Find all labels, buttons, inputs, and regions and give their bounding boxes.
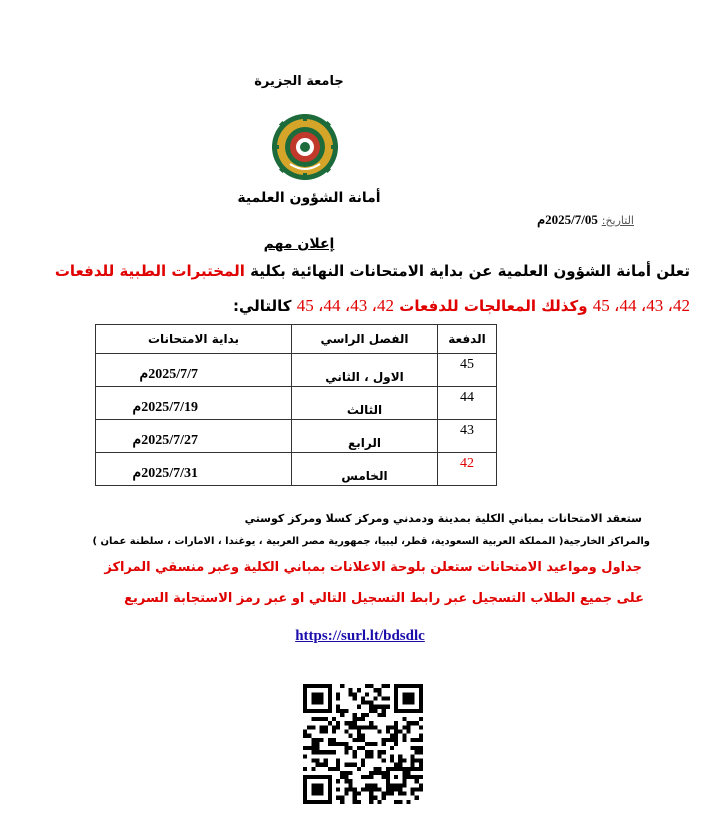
university-seal-icon (270, 112, 340, 182)
venue-main: ستعقد الامتحانات بمباني الكلية بمدينة ودمدني (393, 512, 642, 525)
semester-cell: الخامس (292, 453, 438, 486)
qr-code-icon[interactable] (303, 684, 423, 804)
table-row (96, 420, 497, 453)
venue-centers: ومركز كسلا ومركز كوستي (244, 512, 390, 525)
announcement-line-2 (233, 296, 690, 316)
office-name: أمانة الشؤون العلمية (237, 190, 381, 206)
schedule-note: جداول ومواعيد الامتحانات ستعلن بلوحة الاعلانات بمباني الكلية وعبر منسقي المراكز (104, 560, 642, 575)
announcement-prefix: تعلن أمانة الشؤون العلمية عن بداية الامتحانات النهائية بكلية (250, 262, 690, 280)
exam-schedule-table (95, 324, 497, 486)
university-name: جامعة الجزيرة (254, 74, 344, 89)
registration-link-row (0, 625, 720, 645)
date-line (470, 212, 634, 228)
date-value: 2025/7/05م (537, 212, 598, 227)
faculty-name: المختبرات الطبية للدفعات (54, 262, 245, 280)
as-follows-text: كالتالي: (232, 297, 292, 315)
table-header-row (96, 325, 497, 354)
header-start: بداية الامتحانات (96, 325, 292, 354)
notice-title: إعلان مهم (263, 236, 335, 252)
header-batch: الدفعة (438, 325, 497, 354)
venue-line-2: والمراكز الخارجية( المملكة العربية السعودية، قطر، ليبيا، جمهورية مصر العربية ، يوغندا ، الامارات ، سلطنة عمان ) (92, 536, 650, 547)
batch-cell: 43 (438, 420, 497, 453)
table-row (96, 387, 497, 420)
semester-cell: الرابع (292, 420, 438, 453)
start-date-cell: 2025/7/19م (96, 387, 292, 420)
semester-cell: الاول ، الثاني (292, 354, 438, 387)
registration-note: على جميع الطلاب التسجيل عبر رابط التسجيل التالي او عبر رمز الاستجابة السريع (124, 591, 644, 606)
start-date-cell: 2025/7/7م (96, 354, 292, 387)
registration-link[interactable]: https://surl.lt/bdsdlc (295, 628, 425, 644)
announcement-line-1 (55, 262, 690, 280)
remedial-batch-numbers: 42، 43، 44، 45 (296, 296, 395, 315)
table-row (96, 354, 497, 387)
venue-line-1 (245, 512, 642, 525)
start-date-cell: 2025/7/31م (96, 453, 292, 486)
start-date-cell: 2025/7/27م (96, 420, 292, 453)
header-semester: الفصل الراسي (292, 325, 438, 354)
semester-cell: الثالث (292, 387, 438, 420)
batch-cell: 42 (438, 453, 497, 486)
date-label: التاريخ: (601, 214, 634, 227)
batch-cell: 45 (438, 354, 497, 387)
batch-cell: 44 (438, 387, 497, 420)
table-row (96, 453, 497, 486)
batch-numbers: 42، 43، 44، 45 (592, 296, 690, 315)
remedial-text: وكذلك المعالجات للدفعات (399, 297, 588, 315)
